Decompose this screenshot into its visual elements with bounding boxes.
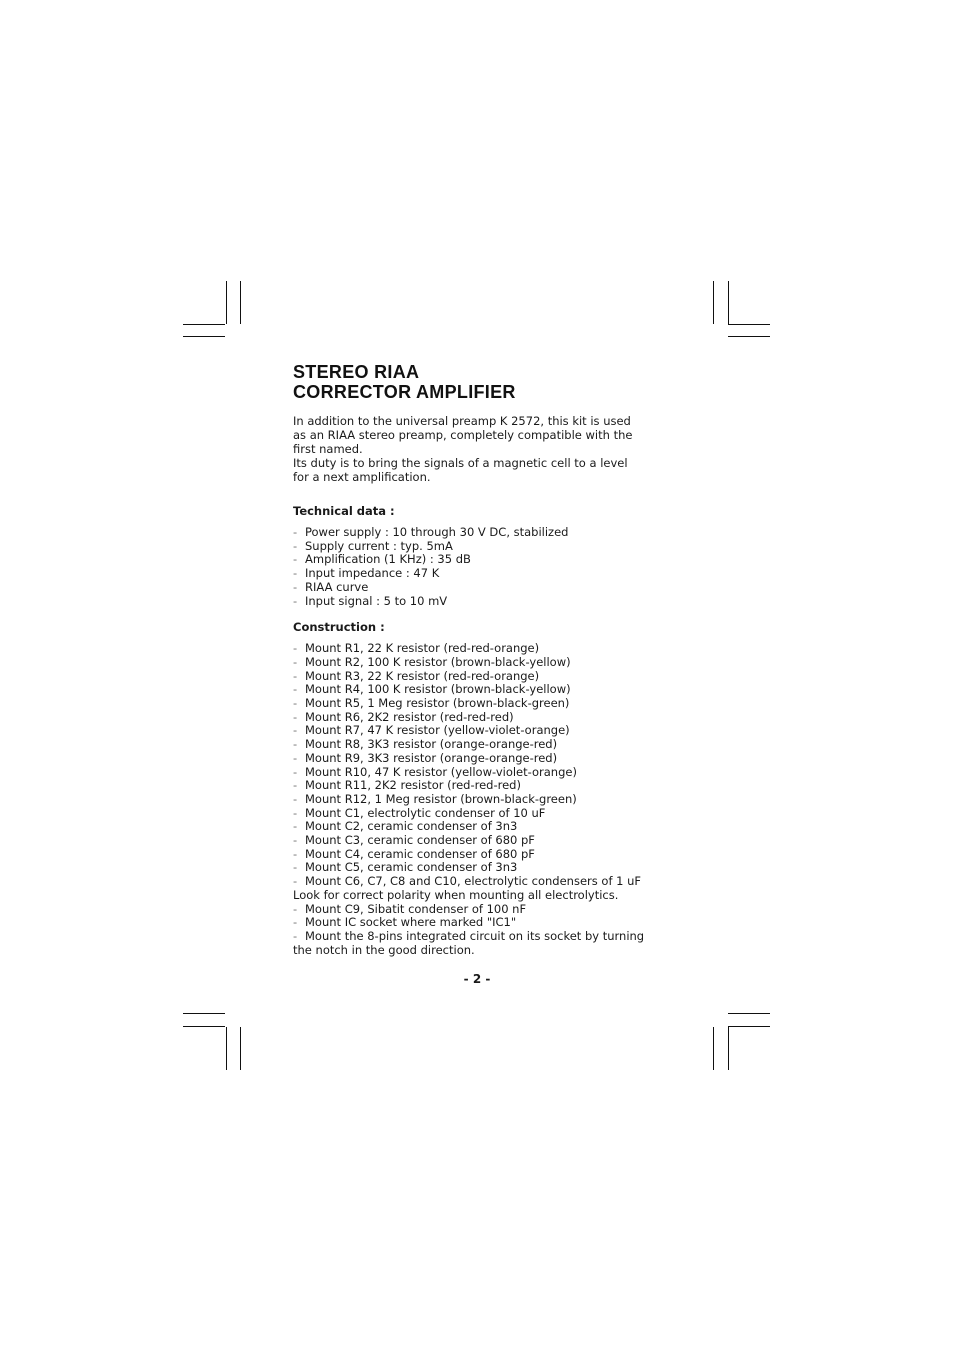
list-item: - RIAA curve bbox=[293, 579, 369, 594]
crop-mark-top-right-h2 bbox=[728, 336, 770, 337]
title-line-1: STEREO RIAA bbox=[293, 362, 420, 382]
list-item: - Mount R11, 2K2 resistor (red-red-red) bbox=[293, 778, 521, 793]
list-item: - Mount R9, 3K3 resistor (orange-orange-red) bbox=[293, 750, 558, 765]
crop-mark-top-left-h2 bbox=[183, 336, 225, 337]
title-line-2: CORRECTOR AMPLIFIER bbox=[293, 382, 516, 402]
page-number: - 2 - bbox=[463, 972, 491, 986]
list-item: - Mount R7, 47 K resistor (yellow-violet-orange) bbox=[293, 723, 570, 738]
list-item: - Mount C3, ceramic condenser of 680 pF bbox=[293, 833, 535, 848]
intro-line: In addition to the universal preamp K 2572, this kit is used bbox=[293, 414, 631, 428]
list-item: - Input impedance : 47 K bbox=[293, 566, 440, 581]
list-item: - Mount the 8-pins integrated circuit on its socket by turning bbox=[293, 928, 645, 943]
document-title bbox=[293, 362, 683, 402]
list-item: - Power supply : 10 through 30 V DC, stabilized bbox=[293, 525, 569, 539]
final-line: the notch in the good direction. bbox=[293, 942, 475, 957]
crop-mark-bottom-right-v1 bbox=[713, 1027, 714, 1070]
list-item: - Mount R1, 22 K resistor (red-red-orange) bbox=[293, 641, 540, 656]
construction-heading: Construction : bbox=[293, 620, 385, 635]
crop-mark-top-left-h1 bbox=[183, 324, 225, 325]
crop-mark-top-left-v2 bbox=[240, 281, 241, 324]
technical-data-heading: Technical data : bbox=[293, 504, 395, 518]
crop-mark-bottom-left-h1 bbox=[183, 1013, 225, 1014]
list-item: - Amplification (1 KHz) : 35 dB bbox=[293, 552, 471, 567]
list-item: - Mount C5, ceramic condenser of 3n3 bbox=[293, 860, 518, 875]
list-item: - Mount R8, 3K3 resistor (orange-orange-red) bbox=[293, 737, 558, 752]
list-item: - Supply current : typ. 5mA bbox=[293, 538, 453, 553]
crop-mark-bottom-left-h2 bbox=[183, 1026, 225, 1027]
list-item: - Mount R5, 1 Meg resistor (brown-black-green) bbox=[293, 696, 570, 711]
crop-mark-top-right-h1 bbox=[728, 324, 770, 325]
crop-mark-top-left-v1 bbox=[226, 281, 227, 324]
list-item: - Mount R10, 47 K resistor (yellow-violet-orange) bbox=[293, 764, 577, 779]
list-item: - Input signal : 5 to 10 mV bbox=[293, 593, 448, 608]
intro-paragraph bbox=[293, 414, 683, 484]
list-item: - Mount R6, 2K2 resistor (red-red-red) bbox=[293, 709, 514, 724]
list-item: - Mount C9, Sibatit condenser of 100 nF bbox=[293, 901, 527, 916]
crop-mark-top-right-v1 bbox=[713, 281, 714, 324]
technical-data-list bbox=[293, 526, 683, 608]
intro-line: for a next amplification. bbox=[293, 470, 431, 484]
intro-line: as an RIAA stereo preamp, completely compatible with the bbox=[293, 428, 633, 442]
list-item: - Mount IC socket where marked "IC1" bbox=[293, 915, 517, 930]
list-item: - Mount R3, 22 K resistor (red-red-orange) bbox=[293, 668, 540, 683]
intro-line: first named. bbox=[293, 442, 363, 456]
crop-mark-bottom-left-v1 bbox=[226, 1027, 227, 1070]
list-item: - Mount C2, ceramic condenser of 3n3 bbox=[293, 819, 518, 834]
crop-mark-top-right-v2 bbox=[728, 281, 729, 324]
construction-list bbox=[293, 642, 683, 889]
list-item: - Mount C1, electrolytic condenser of 10 uF bbox=[293, 805, 546, 820]
construction-list-continued bbox=[293, 903, 683, 944]
intro-line: Its duty is to bring the signals of a magnetic cell to a level bbox=[293, 456, 628, 470]
document-body bbox=[293, 362, 683, 957]
crop-mark-bottom-right-h1 bbox=[728, 1013, 770, 1014]
polarity-note: Look for correct polarity when mounting all electrolytics. bbox=[293, 887, 619, 902]
crop-mark-bottom-right-h2 bbox=[728, 1026, 770, 1027]
list-item: - Mount C6, C7, C8 and C10, electrolytic condensers of 1 uF bbox=[293, 874, 642, 889]
list-item: - Mount R4, 100 K resistor (brown-black-yellow) bbox=[293, 682, 571, 697]
list-item: - Mount C4, ceramic condenser of 680 pF bbox=[293, 846, 535, 861]
crop-mark-bottom-right-v2 bbox=[728, 1027, 729, 1070]
crop-mark-bottom-left-v2 bbox=[240, 1027, 241, 1070]
list-item: - Mount R12, 1 Meg resistor (brown-black-green) bbox=[293, 791, 577, 806]
list-item: - Mount R2, 100 K resistor (brown-black-yellow) bbox=[293, 654, 571, 669]
